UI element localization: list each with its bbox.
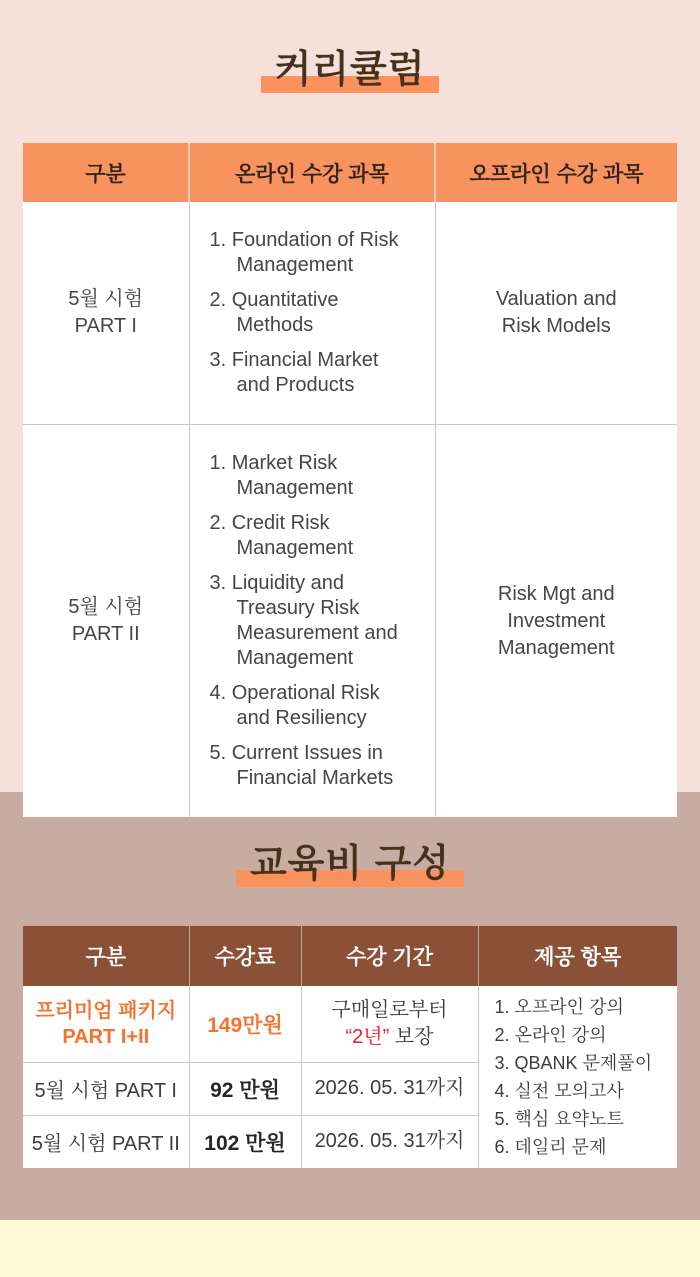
course-name: 5월 시험 PART II xyxy=(23,1115,189,1168)
footer-strip xyxy=(0,1220,700,1277)
course-item: 1. Foundation of Risk Management xyxy=(209,229,399,276)
pricing-row-premium xyxy=(23,986,677,1062)
offline-course-part2 xyxy=(435,425,677,818)
curriculum-row-part1 xyxy=(23,202,677,425)
header-online-courses: 온라인 수강 과목 xyxy=(189,143,435,202)
curriculum-title-row xyxy=(0,50,700,90)
header-period: 수강 기간 xyxy=(301,926,478,986)
benefit-item: 6. 데일리 문제 xyxy=(494,1137,607,1157)
course-name: 5월 시험 PART I xyxy=(23,1062,189,1115)
offline-course-line: Valuation and xyxy=(495,288,617,310)
premium-name-line: 프리미엄 패키지 xyxy=(35,999,177,1022)
pricing-table xyxy=(23,926,677,1168)
exam-label-part1 xyxy=(23,202,189,425)
premium-period-line xyxy=(302,1024,478,1051)
offline-course-line: Risk Mgt and xyxy=(497,582,615,605)
course-item: 3. Liquidity and Treasury Risk Measurement and Management xyxy=(209,572,398,669)
course-period: 2026. 05. 31까지 xyxy=(301,1115,478,1168)
premium-package-name xyxy=(23,986,189,1062)
exam-label-line: 5월 시험 xyxy=(68,288,144,310)
premium-name-line: PART I+II xyxy=(62,1025,150,1048)
guarantee-suffix: 보장 xyxy=(394,1025,434,1048)
course-item: 1. Market Risk Management xyxy=(209,452,354,499)
course-price: 92 만원 xyxy=(189,1062,301,1115)
pricing-title-text: 교육비 구성 xyxy=(249,843,451,885)
offline-course-line: Management xyxy=(497,636,615,659)
pricing-section-title xyxy=(250,844,450,884)
course-item: 4. Operational Risk and Resiliency xyxy=(209,682,380,729)
exam-label-line: 5월 시험 xyxy=(68,596,144,618)
offline-course-part1 xyxy=(435,202,677,425)
header-category: 구분 xyxy=(23,926,189,986)
course-price: 102 만원 xyxy=(189,1115,301,1168)
offline-course-line: Risk Models xyxy=(501,315,611,337)
course-item: 2. Credit Risk Management xyxy=(209,512,354,559)
course-item: 5. Current Issues in Financial Markets xyxy=(209,742,394,789)
benefit-item: 4. 실전 모의고사 xyxy=(494,1081,624,1101)
header-offline-courses: 오프라인 수강 과목 xyxy=(435,143,677,202)
online-courses-part2 xyxy=(189,425,435,818)
header-category: 구분 xyxy=(23,143,189,202)
header-tuition: 수강료 xyxy=(189,926,301,986)
curriculum-table xyxy=(23,143,677,817)
benefit-item: 1. 오프라인 강의 xyxy=(494,997,624,1017)
online-courses-part1 xyxy=(189,202,435,425)
benefit-item: 5. 핵심 요약노트 xyxy=(494,1109,624,1129)
benefit-item: 3. QBANK 문제풀이 xyxy=(494,1053,653,1073)
benefits-list xyxy=(478,986,677,1168)
course-period: 2026. 05. 31까지 xyxy=(301,1062,478,1115)
premium-period xyxy=(301,986,478,1062)
guarantee-years: “2년” xyxy=(345,1025,390,1048)
exam-label-part2 xyxy=(23,425,189,818)
offline-course-line: Investment xyxy=(507,609,606,632)
exam-label-line: PART II xyxy=(71,623,140,645)
header-benefits: 제공 항목 xyxy=(478,926,677,986)
exam-label-line: PART I xyxy=(74,315,137,337)
premium-price: 149만원 xyxy=(189,986,301,1062)
curriculum-header-row xyxy=(23,143,677,202)
premium-period-line: 구매일로부터 xyxy=(331,998,448,1021)
course-item: 3. Financial Market and Products xyxy=(209,349,379,396)
pricing-title-row xyxy=(0,844,700,884)
benefit-item: 2. 온라인 강의 xyxy=(494,1025,607,1045)
pricing-header-row xyxy=(23,926,677,986)
curriculum-row-part2 xyxy=(23,425,677,818)
curriculum-title-text: 커리큘럼 xyxy=(274,49,426,91)
curriculum-section-title xyxy=(275,50,426,90)
course-item: 2. Quantitative Methods xyxy=(209,289,339,336)
